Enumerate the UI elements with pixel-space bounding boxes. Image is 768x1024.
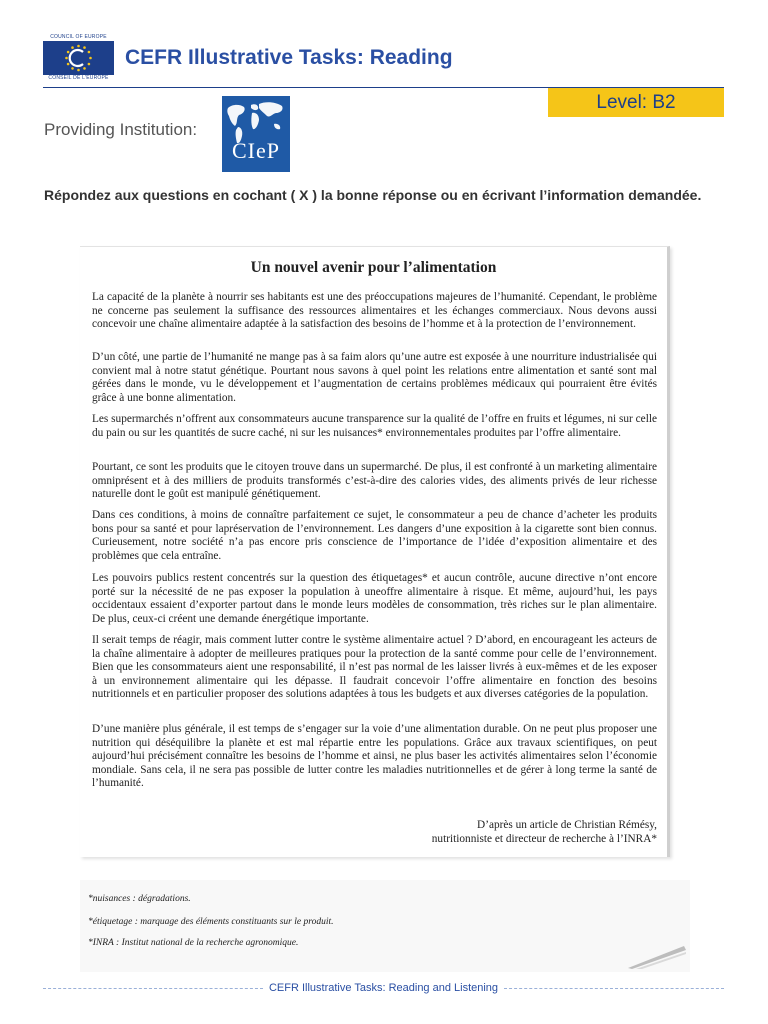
footer-dashed-rule-right xyxy=(504,988,724,989)
article-paragraph: Dans ces conditions, à moins de connaître parfaitement ce sujet, le consommateur a peu de chance d’acheter les produits bons pour sa santé et pour lapréservation de l’environnement. Les dangers d’une exposition à la cigarette sont bien connus. Curieusement, notre société n’a pas encore pris conscience de l’importance de l’idée d’exposition alimentaire et des problèmes que cela entraîne. xyxy=(92,509,657,562)
logo-caption-top: COUNCIL OF EUROPE xyxy=(50,34,107,40)
attribution-role: nutritionniste et directeur de recherche à l’INRA* xyxy=(431,832,657,845)
ciep-logo xyxy=(222,96,290,172)
article-paragraph: La capacité de la planète à nourrir ses habitants est une des préoccupations majeures de l’humanité. Cependant, le problème ne concerne pas seulement la suffisance des ressources alimentaires et les échanges commerciaux. Nous devons aussi concevoir une chaîne alimentaire adaptée à la satisfaction des besoins de l’homme et à la protection de l’environnement. xyxy=(92,291,657,331)
article-paragraph: D’un côté, une partie de l’humanité ne mange pas à sa faim alors qu’une autre est exposée à une nourriture industrialisée qui convient mal à notre statut génétique. Pourtant nous savons à quel point les relations entre alimentation et santé sont mal gérées dans le monde, vu le développement et l’augmentation de certains problèmes médicaux qui pourraient être évités grâce à une bonne alimentation. xyxy=(92,351,657,404)
footer-text: CEFR Illustrative Tasks: Reading and Listening xyxy=(268,982,499,994)
page-footer xyxy=(43,980,724,996)
level-badge: Level: B2 xyxy=(548,88,724,117)
attribution-author: D’après un article de Christian Rémésy, xyxy=(477,819,657,831)
page-title: CEFR Illustrative Tasks: Reading xyxy=(125,46,453,69)
article-paragraph: Il serait temps de réagir, mais comment lutter contre le système alimentaire actuel ? D’abord, en encourageant les acteurs de la chaîne alimentaire à adopter de meilleures pratiques pour la protection de la santé comme pour celle de l’environnement. Bien que les consommateurs aient une responsabilité, il n’est pas normal de les laisser livrés à eux-mêmes et de les exposer à un environnement alimentaire qui les dépasse. Il faudrait concevoir l’offre alimentaire en fonction des besoins nutritionnels et en particulier proposer des solutions adaptées à tous les budgets et aux diverses catégories de la population. xyxy=(92,634,657,701)
article-paragraph: D’une manière plus générale, il est temps de s’engager sur la voie d’une alimentation durable. On ne peut plus proposer une nutrition qui déséquilibre la planète et est mal répartie entre les populations. Grâce aux travaux scientifiques, on peut aujourd’hui précisément connaître les besoins de l’homme et ainsi, ne plus baser les activités alimentaires selon l’économie mondiale. Sans cela, il ne sera pas possible de lutter contre les maladies nutritionnelles et de gérer à long terme la santé de l’humanité. xyxy=(92,723,657,790)
logo-caption-bottom: CONSEIL DE L'EUROPE xyxy=(48,75,109,81)
article-title: Un nouvel avenir pour l’alimentation xyxy=(250,259,497,276)
eu-stars-emblem xyxy=(43,41,114,75)
task-instructions: Répondez aux questions en cochant ( X ) la bonne réponse ou en écrivant l’information demandée. xyxy=(44,187,702,203)
article-paragraph: Les supermarchés n’offrent aux consommateurs aucune transparence sur la qualité de l’offre en fruits et légumes, ni sur celle du pain ou sur les quantités de sucre caché, ni sur les nuisances* environnementales produites par l’offre alimentaire. xyxy=(92,413,657,439)
article-scan xyxy=(80,246,670,857)
footnote-item: *nuisances : dégradations. xyxy=(88,894,191,904)
page-curl-shadow xyxy=(618,940,688,970)
footer-dashed-rule-left xyxy=(43,988,263,989)
ciep-logo-text: CIeP xyxy=(232,138,280,163)
footnote-item: *étiquetage : marquage des éléments constituants sur le produit. xyxy=(88,917,334,927)
footnote-item: *INRA : Institut national de la recherche agronomique. xyxy=(88,938,299,948)
footnotes-scan xyxy=(80,880,690,972)
article-attribution xyxy=(432,819,657,846)
council-of-europe-logo xyxy=(43,34,114,82)
stars-circle-icon xyxy=(43,41,114,75)
article-paragraph: Pourtant, ce sont les produits que le citoyen trouve dans un supermarché. De plus, il est confronté à un marketing alimentaire omniprésent et à des milliers de produits transformés c’est-à-dire des calories vides, des aliments privés de leur richesse naturelle dont le goût est manipulé génétiquement. xyxy=(92,461,657,501)
providing-institution-label: Providing Institution: xyxy=(44,120,198,139)
article-paragraph: Les pouvoirs publics restent concentrés sur la question des étiquetages* et aucun contrôle, aucune directive n’ont encore porté sur la nécessité de ne pas exposer la population à uneoffre alimentaire à risque. Et même, aujourd’hui, les pays occidentaux essaient d’exporter partout dans le monde leurs modèles de consommation, très riches sur le plan alimentaire. De plus, ceux-ci créent une demande énergétique importante. xyxy=(92,572,657,625)
